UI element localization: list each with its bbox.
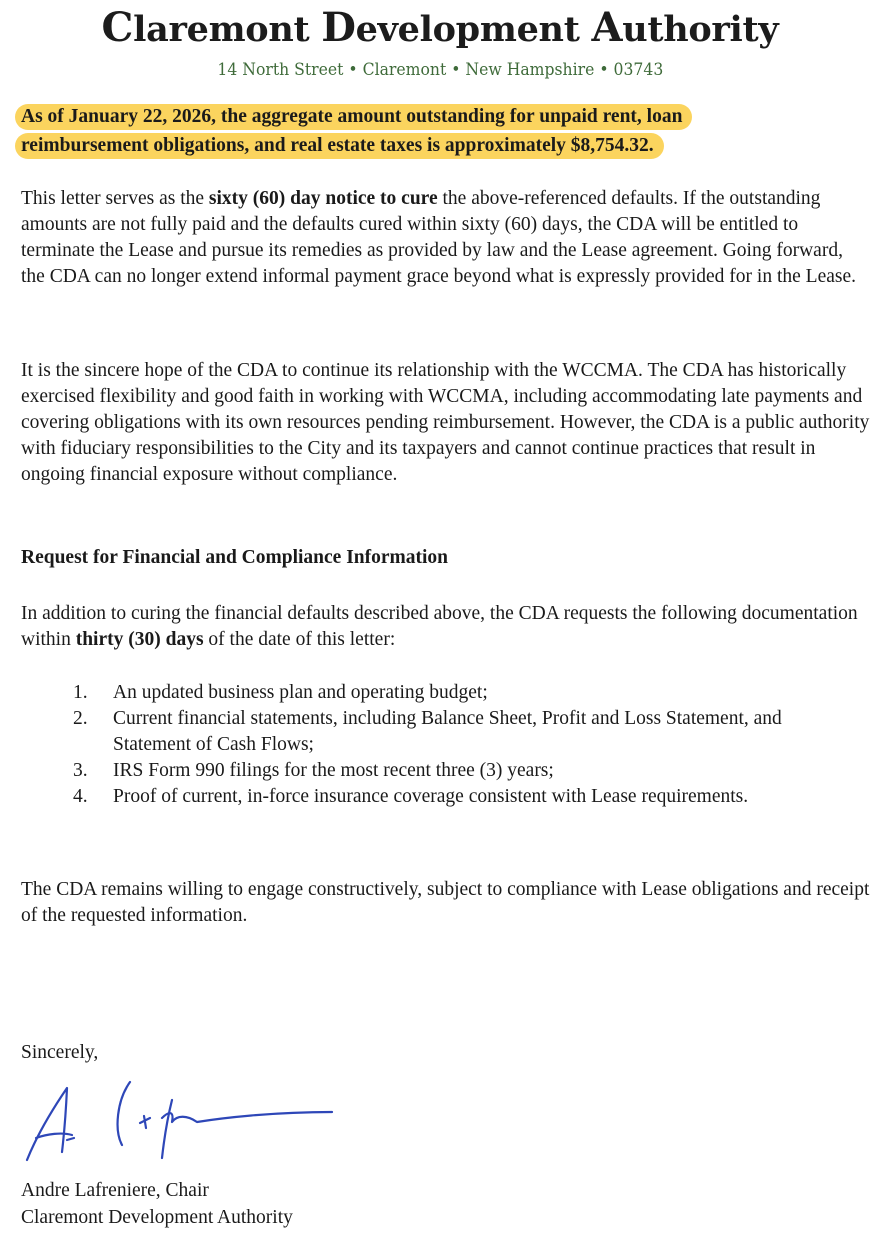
highlighted-line: As of January 22, 2026, the aggregate amount outstanding for unpaid rent, loan (15, 104, 692, 130)
text-span: In addition to curing the financial defaults described above, the CDA requests the following documentation within (21, 603, 858, 650)
handwritten-signature (22, 1080, 342, 1175)
list-item (73, 758, 863, 784)
documentation-request-paragraph (21, 601, 871, 653)
bold-notice-term: sixty (60) day notice to cure (208, 188, 438, 209)
organization-address: 14 North Street • Claremont • New Hampshire • 03743 (217, 60, 663, 80)
section-heading: Request for Financial and Compliance Information (21, 547, 449, 568)
list-item (73, 706, 863, 758)
title-word: laremont (133, 9, 322, 50)
organization-title (0, 6, 880, 52)
bold-deadline-term: thirty (30) days (75, 629, 204, 650)
title-word: uthority (622, 9, 779, 50)
list-number: 2. (73, 708, 88, 729)
text-span: This letter serves as the (21, 188, 209, 209)
signature-icon (22, 1080, 342, 1170)
title-initial: C (101, 4, 134, 51)
highlighted-balance-statement (21, 104, 871, 162)
list-text: Current financial statements, including Balance Sheet, Profit and Loss Statement, and Statement of Cash Flows; (113, 708, 782, 755)
list-text: Proof of current, in-force insurance coverage consistent with Lease requirements. (113, 786, 749, 807)
text-span: of the date of this letter: (203, 629, 396, 650)
highlighted-line: reimbursement obligations, and real estate taxes is approximately $8,754.32. (15, 133, 664, 159)
title-word: evelopment (355, 9, 592, 50)
signer-name-title: Andre Lafreniere, Chair (21, 1180, 209, 1201)
list-text: IRS Form 990 filings for the most recent three (3) years; (113, 760, 554, 781)
text-span: the above-referenced defaults. If the outstanding amounts are not fully paid and the defaults cured within sixty (60) days, the CDA will be entitled to terminate the Lease and pursue its remedies as provided by law and the Lease agreement. Going forward, the CDA can no longer extend informal payment grace beyond what is expressly provided for in the Lease. (21, 188, 856, 287)
notice-to-cure-paragraph (21, 186, 871, 290)
requested-documents-list (73, 680, 863, 810)
title-initial: D (321, 4, 356, 51)
signer-organization: Claremont Development Authority (21, 1207, 293, 1228)
list-number: 1. (73, 682, 88, 703)
closing-salutation: Sincerely, (21, 1042, 99, 1063)
letterhead (0, 6, 880, 82)
list-number: 4. (73, 786, 88, 807)
relationship-paragraph: It is the sincere hope of the CDA to continue its relationship with the WCCMA. The CDA has historically exercised flexibility and good faith in working with WCCMA, including accommodating late payments and covering obligations with its own resources pending reimbursement. However, the CDA is a public authority with fiduciary responsibilities to the City and its taxpayers and cannot continue practices that result in ongoing financial exposure without compliance. (21, 360, 870, 485)
list-text: An updated business plan and operating budget; (113, 682, 488, 703)
list-number: 3. (73, 760, 88, 781)
title-initial: A (591, 4, 623, 51)
list-item (73, 784, 863, 810)
closing-statement-paragraph: The CDA remains willing to engage constructively, subject to compliance with Lease obligations and receipt of the requested information. (21, 879, 870, 926)
list-item (73, 680, 863, 706)
